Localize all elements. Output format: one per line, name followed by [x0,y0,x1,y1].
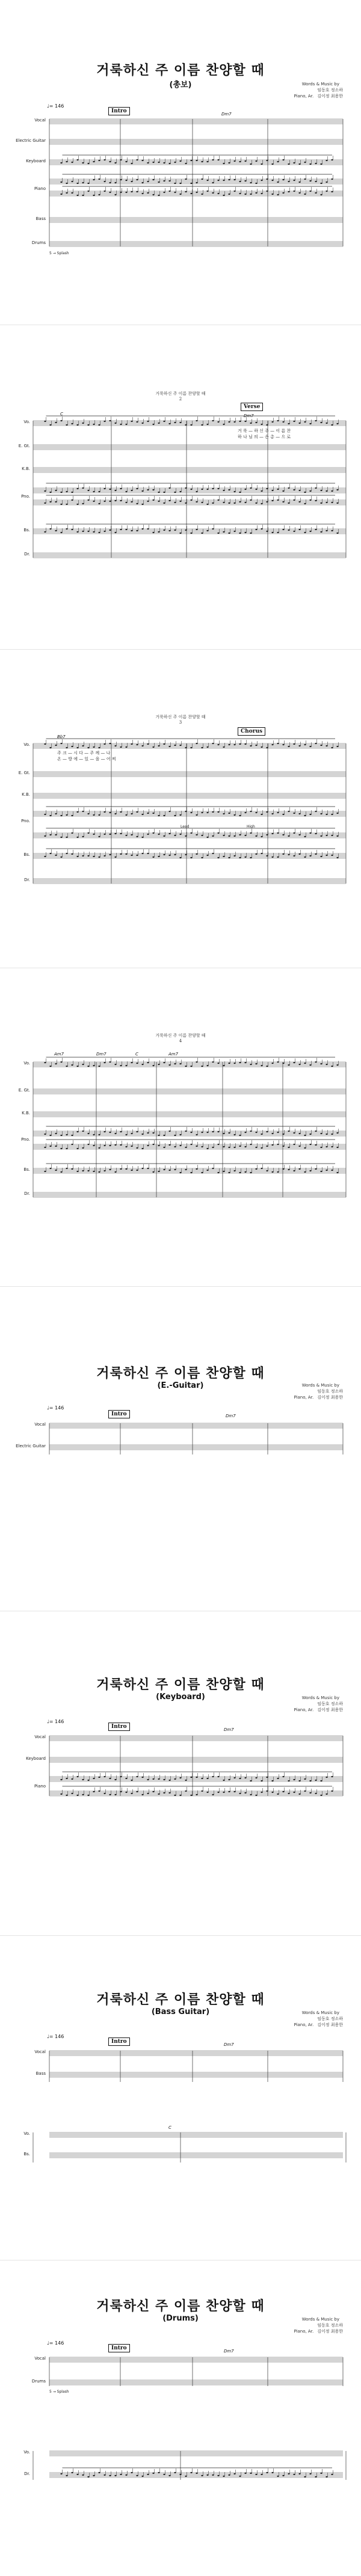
voice-label-high: High [247,825,255,829]
instrument-label-piano: Piano [34,1784,46,1789]
instrument-label-vocal: Vo. [23,742,30,747]
rehearsal-mark-chorus: Chorus [238,727,265,736]
staff-lines [33,1062,346,1197]
score-system [0,980,361,1286]
instrument-label-vocal: Vocal [34,1735,46,1739]
instrument-label-vocal: Vocal [34,2050,46,2054]
chord-symbol: C [60,412,63,417]
drum-annotation: 5 → Splash [49,251,69,255]
score-system [0,1623,361,1935]
instrument-label-bass: Bass [35,2071,46,2076]
score-page-4 [0,980,361,1286]
instrument-label-bass: Bs. [23,1167,30,1172]
score-system [0,1298,361,1611]
credits: Words & Music by 임동호 정소하 Piano, Ar. 김이정 최용한 [294,1695,343,1712]
instrument-label-drums: Drums [31,2379,46,2384]
instrument-label-piano: Pno. [21,819,30,823]
page-subtitle: (총보) [169,81,192,90]
page-subtitle: (Keyboard) [156,1692,205,1702]
tempo-marking: ♩= 146 [47,1405,64,1411]
page-title: 거룩하신 주 이름 찬양할 때 [96,1992,265,2007]
page-separator [0,1935,361,1936]
barlines [49,2357,343,2386]
credits: Words & Music by 임동호 정소하 Piano, Ar. 김이정 최용한 [294,1383,343,1400]
credits: Words & Music by 임동호 정소하 Piano, Ar. 김이정 최용한 [294,2317,343,2334]
score-system [0,661,361,968]
chord-symbol: C [135,1052,138,1057]
notes [44,416,338,534]
page-subtitle: (Drums) [162,2314,199,2323]
part-page-keyboard [0,1623,361,1935]
instrument-label-vocal: Vocal [34,118,46,123]
running-head: 거룩하신 주 이름 찬양할 때 [155,715,206,719]
page-number: 2 [179,397,182,401]
instrument-label-electric-guitar: E. Gt. [18,1088,30,1093]
lyric-line: 온 — 방 에 — 있 — 을 — 어 찌 [57,757,116,762]
notes [44,1057,338,1173]
rehearsal-mark-verse: Verse [241,403,263,411]
staff-lines [49,2357,343,2477]
score-page-2 [0,337,361,649]
barlines [49,1736,343,1796]
rehearsal-mark-intro: Intro [108,2037,130,2046]
chord-symbol: Dm7 [224,2042,234,2047]
chord-symbol: Am7 [168,1052,179,1057]
staff-lines [49,1736,343,1796]
instrument-label-keyboard: K.B. [22,466,30,471]
instrument-label-electric-guitar: E. Gt. [18,444,30,448]
barlines [33,2451,346,2480]
instrument-label-bass: Bs. [23,852,30,857]
instrument-label-vocal-short: Vo. [23,2450,30,2455]
tempo-marking: ♩= 146 [47,103,64,109]
page-separator [0,649,361,650]
page-number: 3 [179,720,182,725]
chord-symbol: Dm7 [244,414,254,418]
page-subtitle: (E.-Guitar) [157,1381,204,1390]
instrument-label-bass: Bs. [23,528,30,533]
credits: Words & Music by 임동호 정소하 Piano, Ar. 김이정 최용한 [294,82,343,99]
staff-lines [33,421,346,558]
score-system [0,337,361,649]
score-page-1 [0,0,361,325]
chord-symbol: Dm7 [224,2349,234,2354]
instrument-label-keyboard: K.B. [22,792,30,797]
instrument-label-piano: Pno. [21,1137,30,1142]
lyric-line: 하 나 님 의 — 은 총 — 으 로 [238,435,291,439]
page-subtitle: (Bass Guitar) [151,2007,210,2016]
instrument-label-bass-short: Bs. [23,2152,30,2156]
instrument-label-vocal: Vo. [23,420,30,424]
barlines [33,2132,346,2162]
score-system [0,2272,361,2576]
instrument-label-vocal-short: Vo. [23,2131,30,2136]
page-title: 거룩하신 주 이름 찬양할 때 [96,1366,265,1381]
instrument-label-drums: Dr. [24,552,30,557]
lyric-line: 거 룩 — 하 신 주 — 이 름 찬 [238,429,291,433]
page-separator [0,1286,361,1287]
instrument-label-electric-guitar: Electric Guitar [16,138,46,143]
score-page-3 [0,661,361,968]
chord-symbol: C [168,2125,171,2130]
instrument-label-keyboard: Keyboard [26,159,46,163]
tempo-marking: ♩= 146 [47,2340,64,2346]
chord-symbol: Dm7 [226,1414,236,1418]
instrument-label-electric-guitar: E. Gt. [18,771,30,775]
lyric-line: 주 크 — 시 다 — 주 께 — 나 [57,751,111,755]
instrument-label-electric-guitar: Electric Guitar [16,1444,46,1448]
instrument-label-drums-short: Dr. [24,2471,30,2476]
credits: Words & Music by 임동호 정소하 Piano, Ar. 김이정 최용한 [294,2010,343,2027]
staff-lines [49,1423,343,1450]
rehearsal-mark-intro: Intro [108,1723,130,1731]
notes [44,739,338,858]
instrument-label-vocal: Vo. [23,1061,30,1066]
instrument-label-vocal: Vocal [34,2356,46,2361]
page-title: 거룩하신 주 이름 찬양할 때 [96,2299,265,2314]
rehearsal-mark-intro: Intro [108,1410,130,1418]
rehearsal-mark-intro: Intro [108,107,130,115]
instrument-label-drums: Drums [31,240,46,245]
instrument-label-drums: Dr. [24,877,30,882]
chord-symbol: Bb7 [57,734,66,739]
instrument-label-drums: Dr. [24,1191,30,1196]
page-number: 4 [179,1039,182,1043]
instrument-label-piano: Piano [34,186,46,191]
tempo-marking: ♩= 146 [47,2034,64,2039]
chord-symbol: Dm7 [96,1052,106,1057]
running-head: 거룩하신 주 이름 찬양할 때 [155,1033,206,1038]
part-page-bass-guitar [0,1947,361,2260]
part-page-e-guitar [0,1298,361,1611]
instrument-label-vocal: Vocal [34,1422,46,1427]
instrument-label-keyboard: K.B. [22,1111,30,1116]
chord-symbol: Am7 [54,1052,64,1057]
chord-symbol: Dm7 [224,1727,234,1732]
instrument-label-bass: Bass [35,216,46,221]
page-title: 거룩하신 주 이름 찬양할 때 [96,63,265,78]
instrument-label-piano: Pno. [21,494,30,499]
rehearsal-mark-intro: Intro [108,2344,130,2352]
chord-symbol: Dm7 [221,112,232,117]
drum-annotation: 5 → Splash [49,2390,69,2394]
part-page-drums [0,2272,361,2576]
tempo-marking: ♩= 146 [47,1719,64,1724]
running-head: 거룩하신 주 이름 찬양할 때 [155,391,206,396]
barlines [33,1062,346,1197]
staff-lines [49,2051,343,2158]
score-system [0,0,361,325]
page-title: 거룩하신 주 이름 찬양할 때 [96,1677,265,1692]
voice-label-lead: Lead [180,825,190,829]
instrument-label-keyboard: Keyboard [26,1756,46,1761]
score-system [0,1947,361,2260]
